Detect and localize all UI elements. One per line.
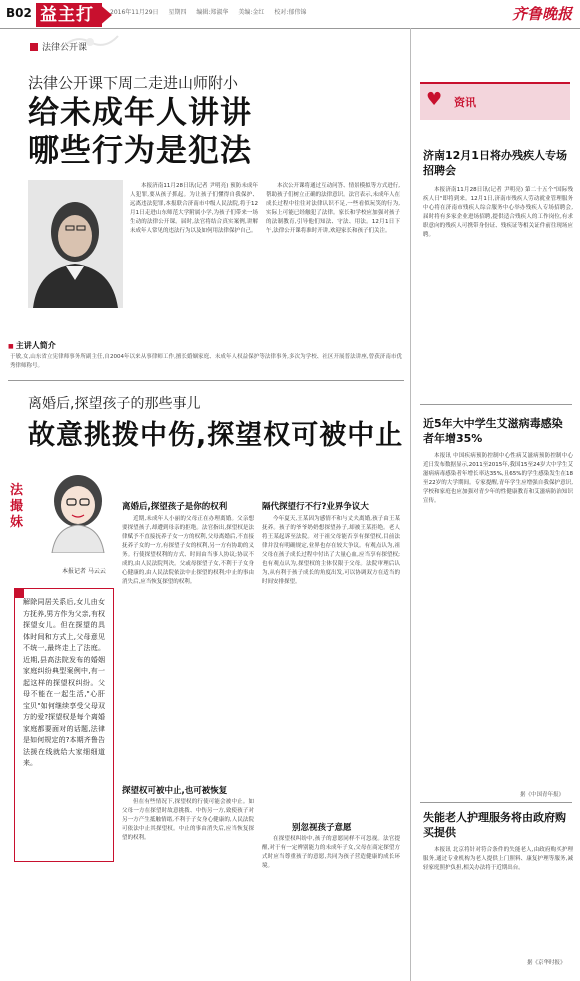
cartoon-girl-icon xyxy=(26,463,116,553)
story2-kicker: 离婚后,探望孩子的那些事儿 xyxy=(28,396,201,412)
story1-kicker: 法律公开课下周二走进山师附小 xyxy=(28,74,239,92)
header-proof: 校对:郁伟锦 xyxy=(274,9,307,16)
sidebar-divider-2 xyxy=(420,802,572,803)
subhead-1: 离婚后,探望孩子是你的权利 xyxy=(122,502,228,512)
news2-text: 本报讯 中国疾病预防控制中心性病艾滋病预防控制中心近日发布数据显示,2011至2015年,我国15至24岁大中学生艾滋病病毒感染者年增长率达35%,且65%的学生感染发生在18至22岁的大学期间。专家提醒,青年学生应增强自我保护意识,学校和家庭也应加强对青少年的性健康教育和艾滋病防治知识宣传。 xyxy=(423,453,573,504)
story1-column-2: 本次公开课将通过互动问答、情景模拟等方式进行,帮助孩子们树立正确的法律意识。法官表示,未成年人在成长过程中往往对法律认识不足,一些看似玩笑的行为,实际上可能已经触犯了法律。家长和学校应加强对孩子的法制教育,引导他们知法、守法、用法。12月1日下午,法律公开课将准时开讲,欢迎家长和孩子们关注。 xyxy=(266,183,400,234)
newspaper-logo: 齐鲁晚报 xyxy=(511,5,572,23)
column-name: 益主打 xyxy=(40,5,94,25)
story1-headline-line1: 给未成年人讲讲 xyxy=(28,95,252,131)
story1-headline-line2: 哪些行为是犯法 xyxy=(28,133,252,169)
story2-column-2: 今年夏天,王某因为感情不和与丈夫离婚,孩子由王某抚养。孩子的爷爷奶奶想探望孙子,却被王某拒绝。老人将王某起诉至法院。对于祖父母能否享有探望权,目前法律并没有明确规定,业界也存在较大争议。有观点认为,祖父母在孩子成长过程中付出了大量心血,应当享有探望权;也有观点认为,探望权的主体仅限于父母。法院审理后认为,从有利于孩子成长的角度出发,可以协调双方在适当的时间安排探望。 xyxy=(262,516,400,585)
news1-text: 本报济南11月28日讯(记者 尹明亮) 第二十五个"国际残疾人日"即将到来。12月1日,济南市残疾人劳动就业管理服务中心将在济南市残疾人综合服务中心举办残疾人专场招聘会,届时将有多家企业进场招聘,提供适合残疾人的工作岗位,有求职意向的残疾人可携带身份证、残疾证等相关证件前往现场应聘。 xyxy=(423,187,573,238)
story1-column-1: 本报济南11月28日讯(记者 尹明亮) 预防未成年人犯罪,要从孩子抓起。为让孩子们懂得自我保护、远离违法犯罪,本报联合济南市中级人民法院,将于12月1日走进山东师范大学附属小学,为孩子们带来一场生动的法律公开课。届时,法官将结合真实案例,讲解未成年人常见的违法行为以及如何用法律保护自己。 xyxy=(130,183,258,234)
bio-text: 于敏,女,山东省立宪律师事务所副主任,自2004年以来从事律师工作,擅长婚姻家庭、未成年人权益保护等法律事务,多次为学校、社区开展普法讲座,曾获济南市优秀律师称号。 xyxy=(10,354,402,369)
header-editor: 编辑:郑淑华 xyxy=(196,9,229,16)
story2-headline: 故意挑拨中伤,探望权可被中止 xyxy=(28,420,404,451)
story2-column-1b: 但在有些情况下,探望权的行使可能会被中止。如父母一方在探望时故意挑拨、中伤另一方,致使孩子对另一方产生抵触情绪,不利于子女身心健康的,人民法院可依法中止其探望权。中止的事由消失后,应当恢复探望的权利。 xyxy=(122,799,254,841)
news3-source: 据《京华时报》 xyxy=(527,960,566,966)
header-art: 美编:金红 xyxy=(238,9,265,16)
news2-title: 近5年大中学生艾滋病毒感染者年增35% xyxy=(423,417,563,445)
subhead-4: 别忽视孩子意愿 xyxy=(292,823,352,833)
story2-author: 本报记者 马云云 xyxy=(62,568,106,575)
story2-column-2b: 在探望权纠纷中,孩子的意愿同样不可忽视。法官提醒,对于有一定辨别能力的未成年子女,父母在商定探望方式时应当尊重孩子的意愿,共同为孩子营造健康的成长环境。 xyxy=(262,836,400,869)
news3-text: 本报讯 北京将针对符合条件的失能老人,由政府购买护理服务,通过专业机构为老人提供上门照料、康复护理等服务,减轻家庭照护负担,相关办法将于近期出台。 xyxy=(423,847,573,871)
lead-box: 解除同居关系后,女儿由女方抚养,男方作为父亲,有权探望女儿。但在探望的具体时间和方式上,父母意见不统一,最终走上了法庭。近期,县高法院发布的婚姻家庭纠纷典型案例中,有一起这样的探望权纠纷。父母不能在一起生活,"心肝宝贝"如何继续享受父母双方的爱?探望权是每个离婚家庭都要面对的话题,法律是如何规定的?本期齐鲁告法援在线就给大家细细道来。 xyxy=(14,588,114,862)
column-logo xyxy=(36,3,102,27)
story2-column-1: 近期,未成年人小丽的父母正在办理离婚。父亲想要探望孩子,却遭到母亲的拒绝。法官指出,探望权是法律赋予不直接抚养子女一方的权利,父母离婚后,不直接抚养子女的一方,有探望子女的权利,另一方有协助的义务。行使探望权利的方式、时间由当事人协议;协议不成的,由人民法院判决。父或母探望子女,不利于子女身心健康的,由人民法院依法中止探望的权利;中止的事由消失后,应当恢复探望的权利。 xyxy=(122,516,254,585)
info-banner xyxy=(420,82,570,120)
header-info xyxy=(110,6,510,20)
header-date: 2016年11月29日 xyxy=(110,9,159,16)
bio-label: ■ 主讲人简介 xyxy=(8,340,56,351)
subhead-3: 隔代探望行不行?业界争议大 xyxy=(262,502,369,512)
cartoon-tag: 法撮妹 xyxy=(10,483,24,530)
story1-headline xyxy=(28,94,252,170)
news3-title: 失能老人护理服务将由政府购买提供 xyxy=(423,811,566,839)
topic-tag: 法律公开课 xyxy=(30,40,87,53)
subhead-2: 探望权可被中止,也可被恢复 xyxy=(122,786,228,796)
news1-title: 济南12月1日将办残疾人专场招聘会 xyxy=(423,149,567,177)
heart-icon: ♥ xyxy=(426,89,443,110)
header-weekday: 星期四 xyxy=(168,9,187,16)
speaker-portrait xyxy=(28,180,123,308)
sidebar-divider-1 xyxy=(420,404,572,405)
page-number: B02 xyxy=(6,6,32,20)
info-banner-label: 资讯 xyxy=(454,96,476,109)
section-divider xyxy=(8,380,404,381)
news2-source: 据《中国青年报》 xyxy=(520,792,565,798)
